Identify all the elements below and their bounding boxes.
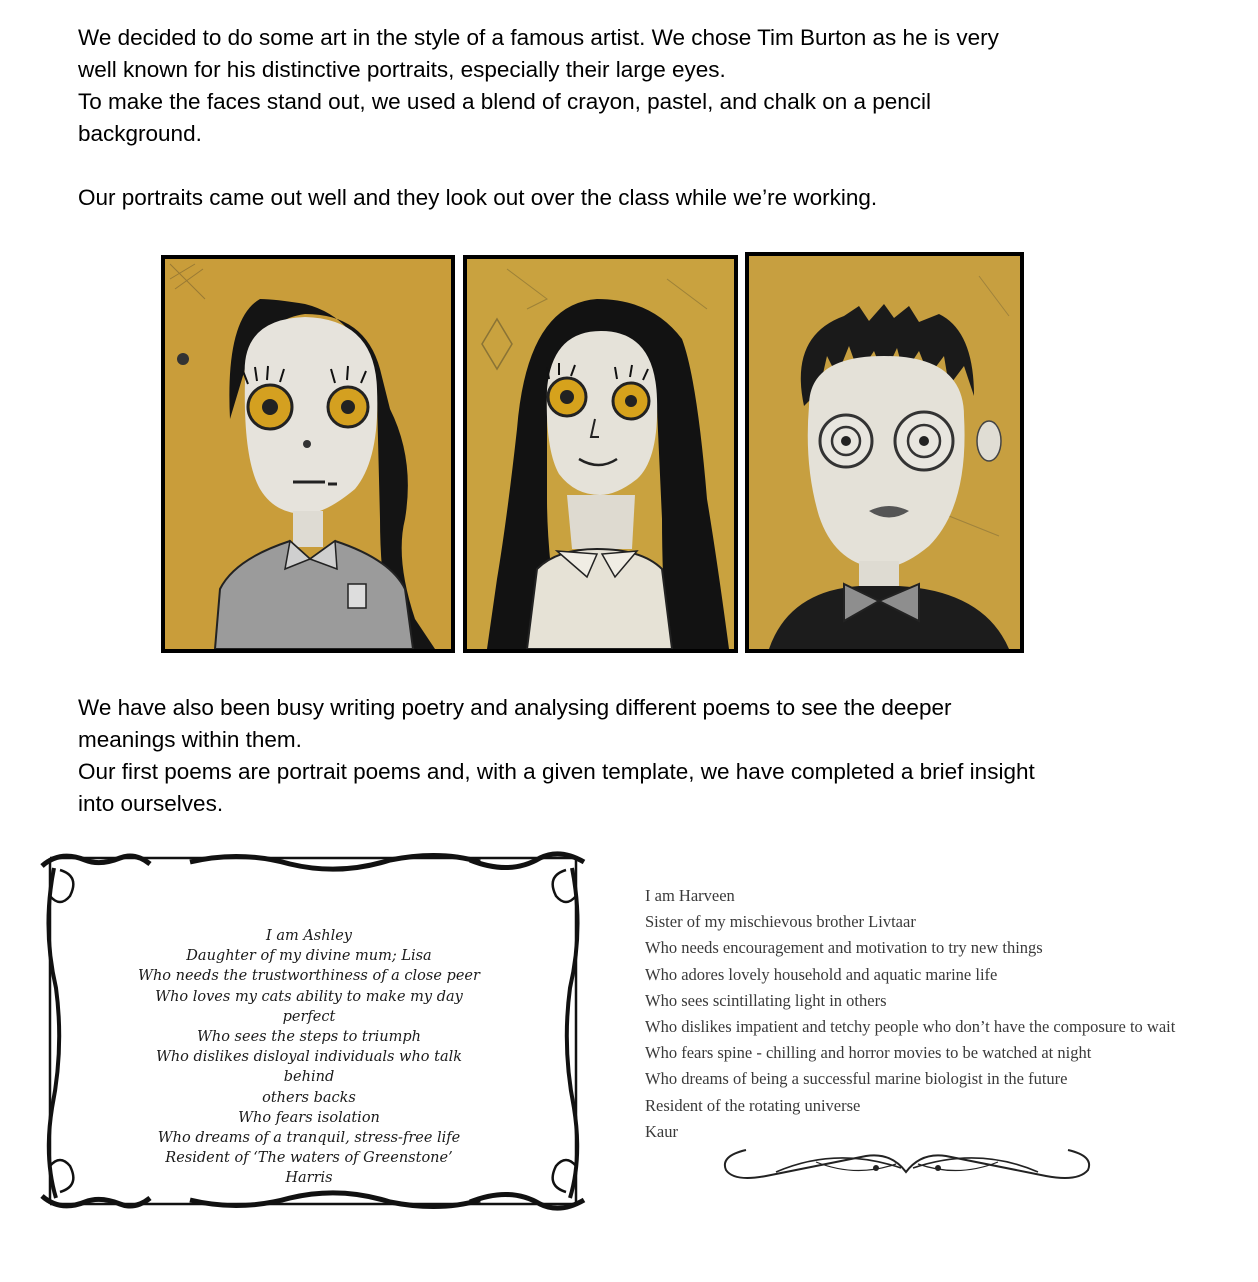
- poem-line: Who fears spine - chilling and horror movies to be watched at night: [645, 1043, 1092, 1063]
- poem-line: Who dreams of a tranquil, stress-free life: [157, 1130, 461, 1147]
- poem-line: Who dislikes impatient and tetchy people who don’t have the composure to wait: [645, 1017, 1176, 1037]
- intro-paragraph: [78, 22, 1158, 214]
- portrait-image-2: [463, 255, 738, 653]
- poetry-line: We have also been busy writing poetry and analysing different poems to see the deeper: [78, 695, 952, 720]
- poem-line: Harris: [285, 1170, 333, 1187]
- intro-line: Our portraits came out well and they look out over the class while we’re working.: [78, 185, 878, 210]
- poem-line: Who dreams of being a successful marine biologist in the future: [645, 1069, 1068, 1089]
- poetry-line: Our first poems are portrait poems and, with a given template, we have completed a brief insight: [78, 759, 1035, 784]
- poetry-line: into ourselves.: [78, 791, 224, 816]
- poem-text-ashley: [135, 926, 483, 1189]
- portrait-illustration: [749, 256, 1020, 649]
- poem-line: I am Harveen: [645, 886, 735, 905]
- flourish-divider: [716, 1142, 1098, 1186]
- poem-line: Who dislikes disloyal individuals who talk behind: [155, 1049, 463, 1086]
- poem-line: Who adores lovely household and aquatic marine life: [645, 964, 998, 984]
- poem-line: Who fears isolation: [238, 1109, 380, 1126]
- poem-line: Who needs the trustworthiness of a close peer: [138, 968, 480, 985]
- poem-line: Resident of the rotating universe: [645, 1095, 861, 1115]
- poem-line: Daughter of my divine mum; Lisa: [186, 948, 432, 965]
- intro-line: background.: [78, 121, 202, 146]
- poem-line: Kaur: [645, 1121, 678, 1141]
- intro-line: well known for his distinctive portraits, especially their large eyes.: [78, 57, 726, 82]
- portrait-image-3: [745, 252, 1024, 653]
- poem-line: I am Ashley: [265, 928, 352, 944]
- poem-line: others backs: [262, 1089, 356, 1106]
- portrait-illustration: [467, 259, 734, 649]
- intro-line: We decided to do some art in the style of a famous artist. We chose Tim Burton as he is very: [78, 25, 999, 50]
- poetry-paragraph: [78, 692, 1158, 820]
- intro-line: To make the faces stand out, we used a blend of crayon, pastel, and chalk on a pencil: [78, 89, 932, 114]
- poem-line: Who loves my cats ability to make my day perfect: [155, 988, 463, 1025]
- poem-card-ashley: [40, 848, 586, 1214]
- poetry-line: meanings within them.: [78, 727, 302, 752]
- poem-line: Who needs encouragement and motivation to try new things: [645, 938, 1043, 958]
- poem-line: Who sees scintillating light in others: [645, 990, 887, 1010]
- portrait-illustration: [165, 259, 451, 649]
- poem-line: Who sees the steps to triumph: [196, 1029, 422, 1046]
- poem-line: Sister of my mischievous brother Livtaar: [645, 912, 916, 932]
- portrait-image-1: [161, 255, 455, 653]
- intro-blank-line: [78, 150, 1158, 182]
- poem-text-harveen: [645, 883, 1245, 1145]
- poem-line: Resident of ‘The waters of Greenstone’: [165, 1150, 453, 1167]
